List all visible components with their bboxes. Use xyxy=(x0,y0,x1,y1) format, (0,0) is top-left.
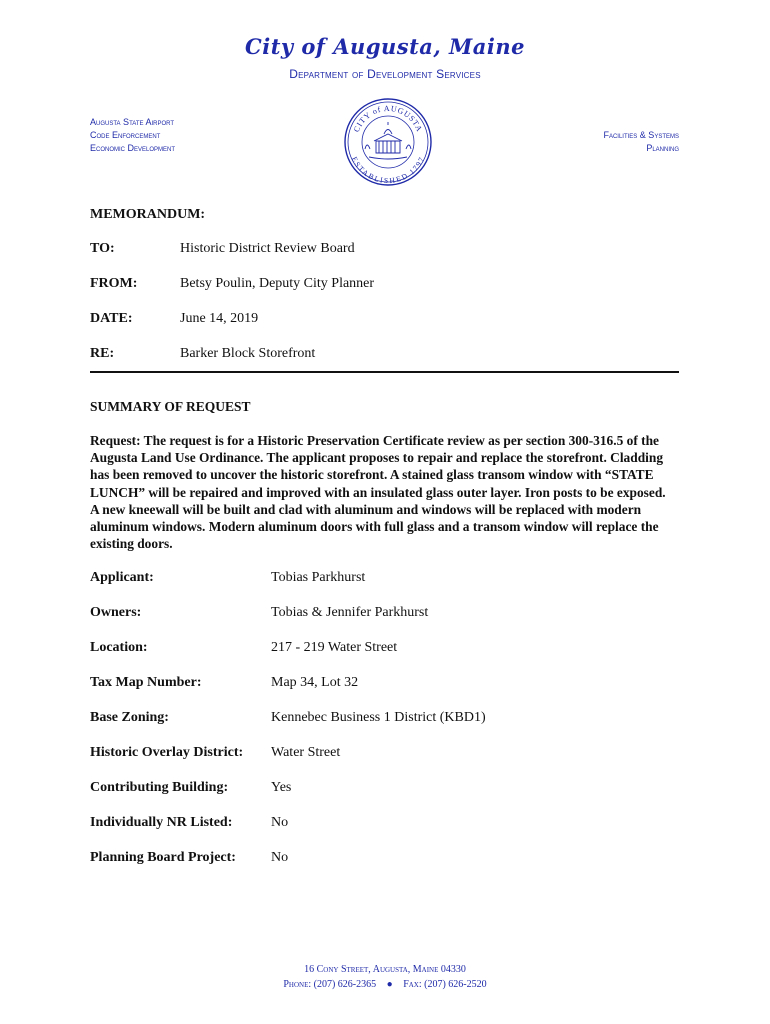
bullet-separator: ● xyxy=(386,979,393,990)
department-name: Department of Development Services xyxy=(289,67,481,81)
footer-fax: Fax: (207) 626-2520 xyxy=(403,979,487,990)
request-paragraph: Request: The request is for a Historic Preservation Certificate review as per section 300-316.5 of the Augusta Land Use Ordinance. The applicant proposes to repair and replace the storefront. Cladding has been removed to uncover the historic storefront. A stained glass transom window with “STATE LUNCH” will be repaired and improved with an insulated glass outer layer. Iron posts to be exposed. A new kneewall will be built and clad with aluminum and windows will be replaced with modern aluminum windows. Modern aluminum doors with full glass and a transom window will replace the existing doors. xyxy=(90,433,666,552)
detail-label: Owners: xyxy=(90,605,142,620)
detail-label: Applicant: xyxy=(90,570,154,585)
summary-heading: SUMMARY OF REQUEST xyxy=(90,399,251,414)
detail-value: Water Street xyxy=(271,745,341,760)
detail-label: Historic Overlay District: xyxy=(90,745,244,760)
re-label: RE: xyxy=(90,346,115,361)
from-value: Betsy Poulin, Deputy City Planner xyxy=(180,276,375,291)
right-department-list xyxy=(603,129,679,155)
city-seal xyxy=(343,97,433,187)
detail-label: Tax Map Number: xyxy=(90,675,202,690)
detail-label: Contributing Building: xyxy=(90,780,229,795)
detail-label: Location: xyxy=(90,640,148,655)
detail-label: Planning Board Project: xyxy=(90,850,236,865)
svg-text:CITY of AUGUSTA xyxy=(352,104,424,133)
footer xyxy=(0,962,770,992)
re-value: Barker Block Storefront xyxy=(180,346,316,361)
footer-contact xyxy=(0,977,770,992)
footer-phone: Phone: (207) 626-2365 xyxy=(283,979,377,990)
memo-heading: MEMORANDUM: xyxy=(90,207,206,222)
seal-top-text: CITY of AUGUSTA xyxy=(351,103,425,134)
detail-value: No xyxy=(271,815,289,830)
footer-address: 16 Cony Street, Augusta, Maine 04330 xyxy=(304,964,466,975)
svg-text:ESTABLISHED 1797 xyxy=(350,155,426,185)
detail-label: Base Zoning: xyxy=(90,710,169,725)
dept-item-economic-development: Economic Development xyxy=(90,143,176,153)
detail-value: Kennebec Business 1 District (KBD1) xyxy=(271,710,486,725)
detail-value: Map 34, Lot 32 xyxy=(271,675,359,690)
date-value: June 14, 2019 xyxy=(180,311,259,326)
detail-value: 217 - 219 Water Street xyxy=(271,640,398,655)
dept-item-airport: Augusta State Airport xyxy=(90,117,175,127)
detail-value: Tobias & Jennifer Parkhurst xyxy=(271,605,429,620)
city-title: City of Augusta, Maine xyxy=(245,34,525,59)
header-divider xyxy=(90,371,679,373)
left-department-list xyxy=(90,116,175,155)
dept-item-code-enforcement: Code Enforcement xyxy=(90,130,161,140)
detail-label: Individually NR Listed: xyxy=(90,815,233,830)
dept-item-facilities: Facilities & Systems xyxy=(603,130,679,140)
seal-bottom-text: ESTABLISHED 1797 xyxy=(349,155,427,186)
to-label: TO: xyxy=(90,241,115,256)
detail-value: No xyxy=(271,850,289,865)
date-label: DATE: xyxy=(90,311,133,326)
to-value: Historic District Review Board xyxy=(180,241,355,256)
dept-item-planning: Planning xyxy=(646,143,679,153)
detail-value: Yes xyxy=(271,780,292,795)
detail-value: Tobias Parkhurst xyxy=(271,570,366,585)
from-label: FROM: xyxy=(90,276,138,291)
